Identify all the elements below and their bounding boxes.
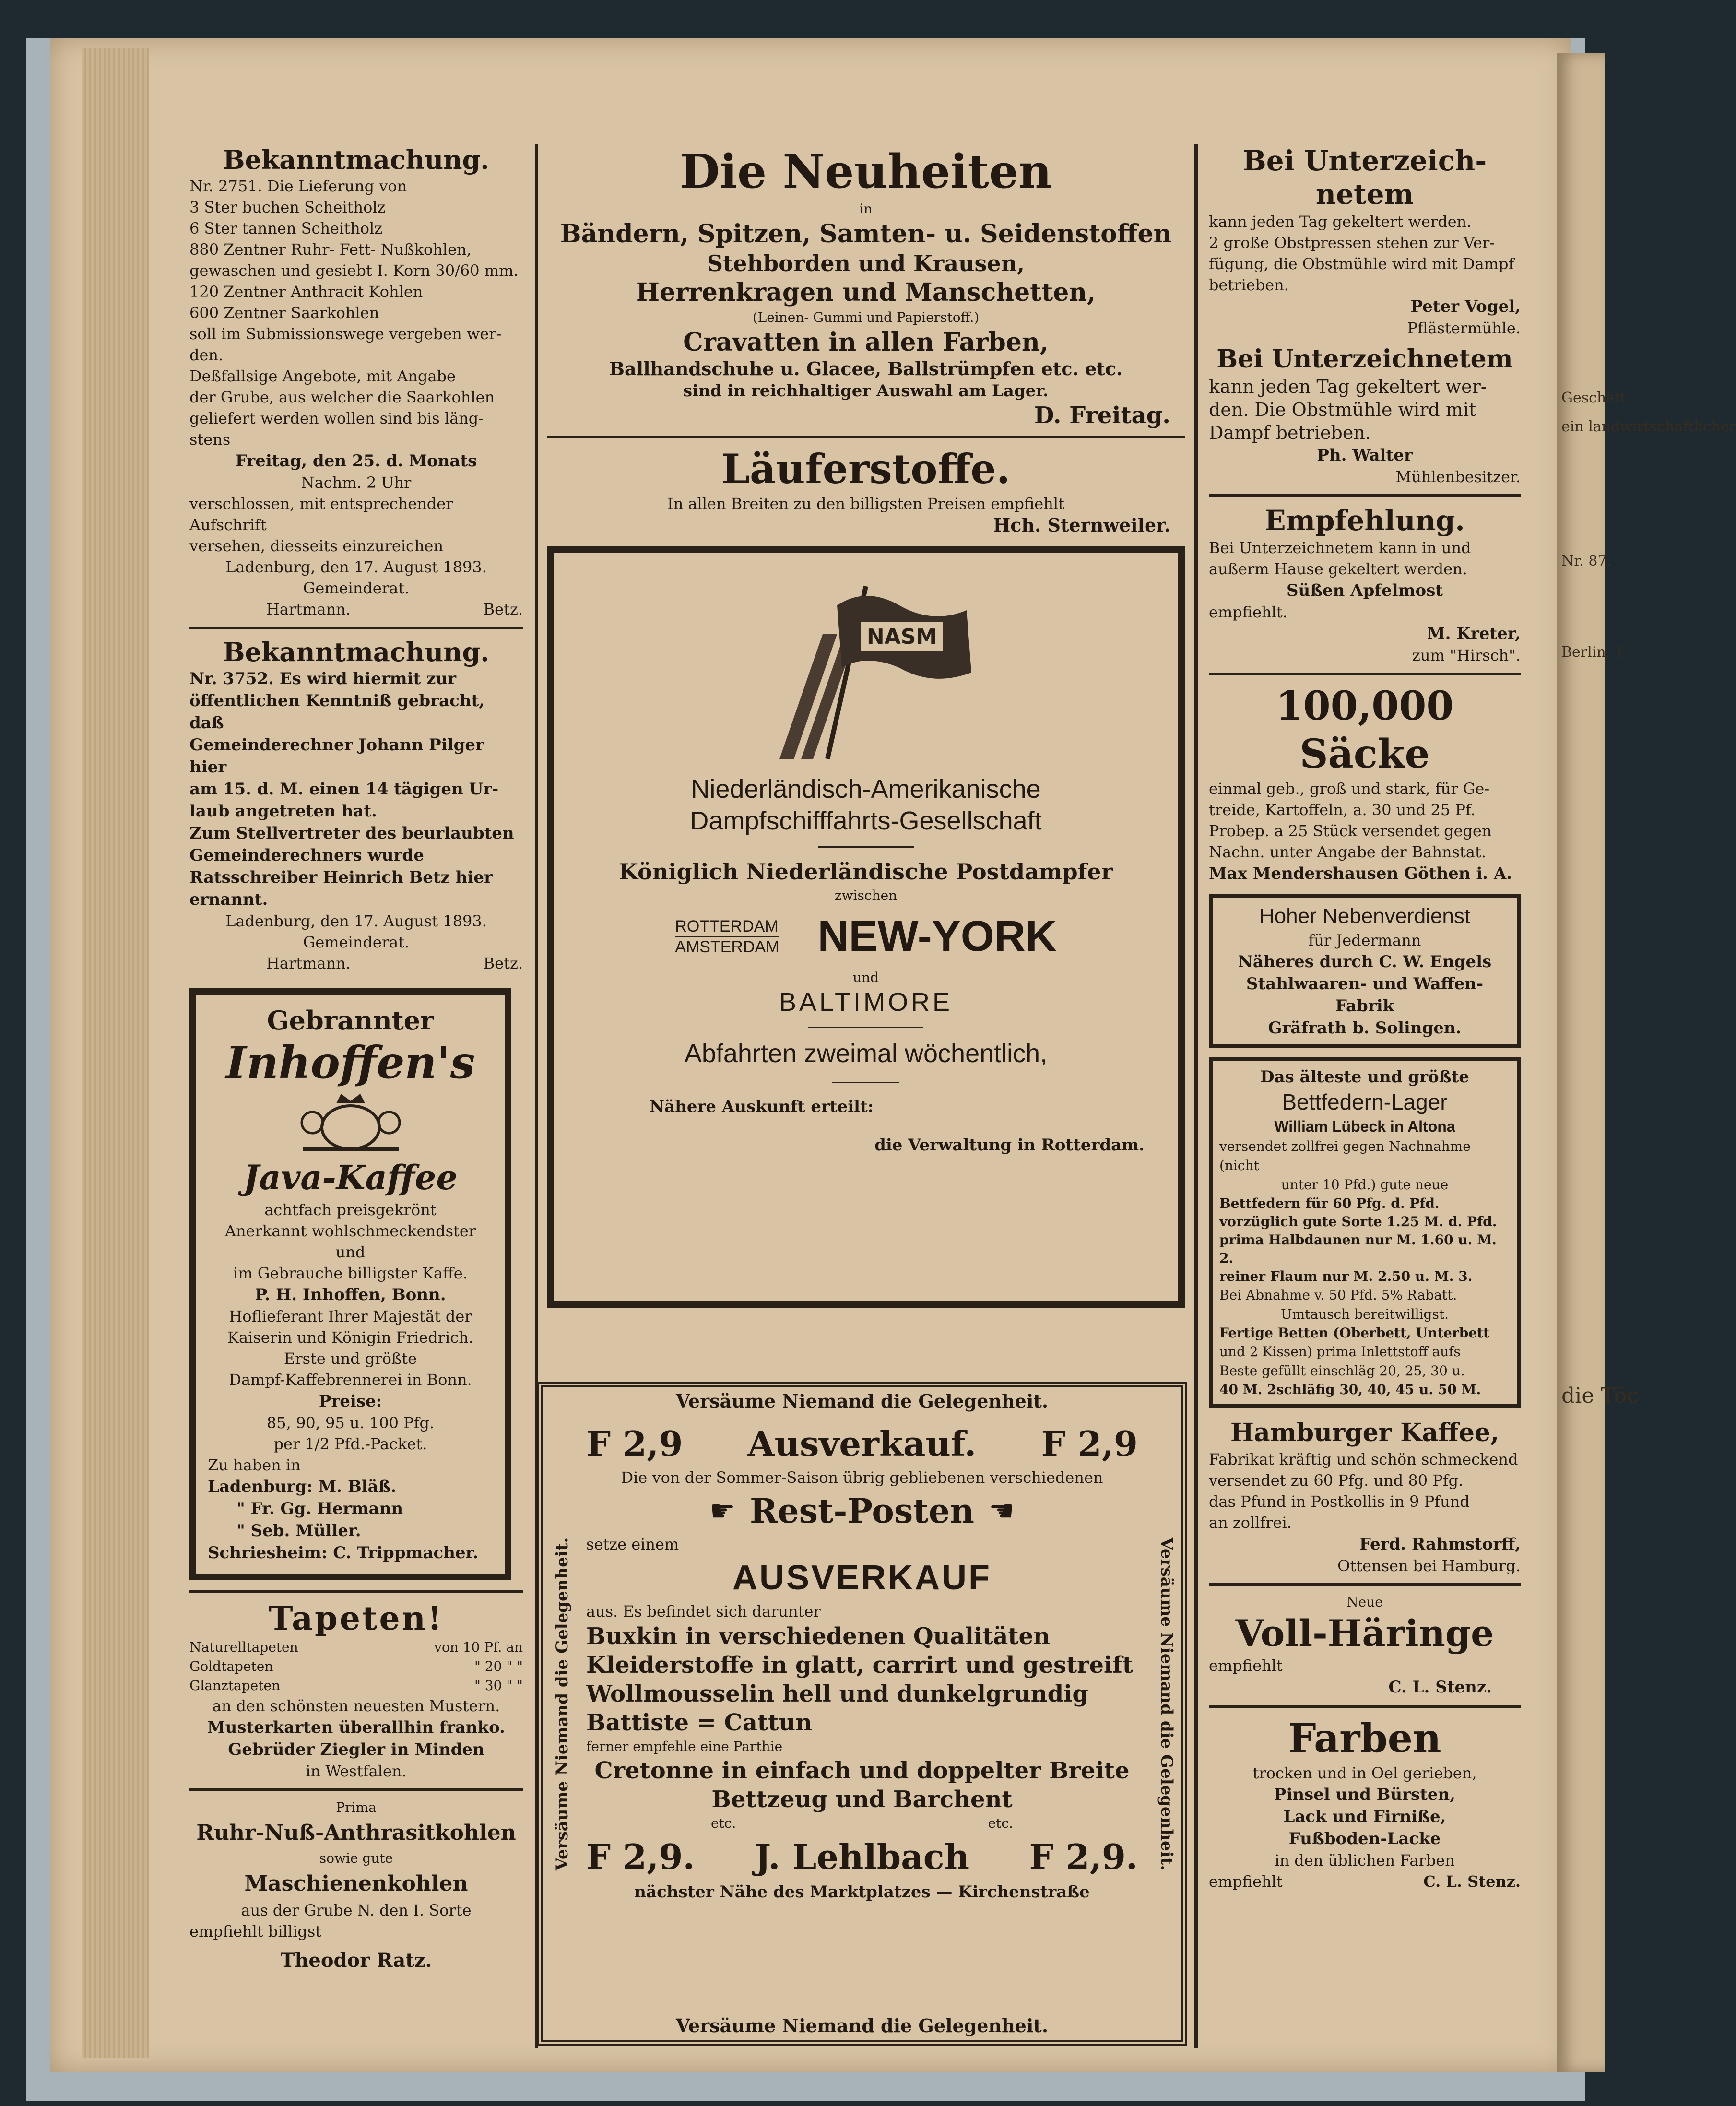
ad-line: Beste gefüllt einschläg 20, 25, 30 u. xyxy=(1219,1363,1465,1379)
ad-signature: M. Kreter, xyxy=(1427,624,1521,643)
ad-line: an zollfrei. xyxy=(1209,1514,1292,1532)
ad-line: Das älteste und größte xyxy=(1260,1067,1469,1087)
ad-signature: Peter Vogel, xyxy=(1410,297,1521,316)
item: Kleiderstoffe in glatt, carrirt und gestreift xyxy=(586,1652,1134,1679)
ad-line: 2 große Obstpressen stehen zur Ver- xyxy=(1209,234,1495,252)
ship-line: die Verwaltung in Rotterdam. xyxy=(874,1136,1145,1155)
tapeten-line: Musterkarten überallhin franko. xyxy=(207,1718,505,1737)
ad-farben xyxy=(1209,1715,1521,1892)
tapeten-title: Tapeten! xyxy=(269,1599,444,1638)
divider xyxy=(189,627,523,629)
price-value: von 10 Pf. an xyxy=(434,1639,523,1655)
ship-line: und xyxy=(853,970,879,985)
ad-line: Neue xyxy=(1346,1594,1383,1610)
coffee-line: Zu haben in xyxy=(208,1456,301,1474)
ad-line: empfiehlt xyxy=(1209,1872,1283,1891)
notice-line: 6 Ster tannen Scheitholz xyxy=(189,219,383,237)
column-1 xyxy=(189,144,523,1976)
edge-fragment: Berlin, 1 xyxy=(1561,644,1624,661)
coffee-line: Kaiserin und Königin Friedrich. xyxy=(227,1328,473,1347)
notice-line: 880 Zentner Ruhr- Fett- Nußkohlen, xyxy=(189,240,472,259)
item: Wollmousselin hell und dunkelgrundig xyxy=(586,1680,1088,1707)
ad-signature: Pflästermühle. xyxy=(1407,319,1521,337)
price-value: " 20 " " xyxy=(474,1658,523,1674)
notice-line: laub angetreten hat. xyxy=(189,802,377,821)
notice-line: soll im Submissionswege vergeben wer- xyxy=(189,325,502,343)
coffee-line: im Gebrauche billigster Kaffe. xyxy=(233,1264,468,1282)
ad-line: Bettfedern für 60 Pfg. d. Pfd. xyxy=(1219,1195,1440,1211)
coffee-line: Schriesheim: C. Trippmacher. xyxy=(208,1543,479,1562)
notice-line: Gemeinderat. xyxy=(303,933,410,951)
coffee-preline: Gebrannter xyxy=(267,1005,434,1036)
ad-title: Empfehlung. xyxy=(1264,504,1465,537)
notice-line: versehen, diesseits einzureichen xyxy=(189,537,444,555)
ship-line: zwischen xyxy=(834,887,898,903)
notice-line: Gemeinderechners wurde xyxy=(189,846,424,865)
tapeten-line: an den schönsten neuesten Mustern. xyxy=(212,1697,500,1715)
laeufer-signature: Hch. Sternweiler. xyxy=(993,514,1170,536)
price-label: Goldtapeten xyxy=(189,1658,273,1674)
price-label: Naturelltapeten xyxy=(189,1639,298,1655)
divider xyxy=(547,436,1185,438)
ad-line: prima Halbdaunen nur M. 1.60 u. M. 2. xyxy=(1219,1232,1497,1266)
notice-line: Nr. 2751. Die Lieferung von xyxy=(189,177,407,195)
ad-line: Umtausch bereitwilligst. xyxy=(1281,1306,1449,1322)
ausverkauf-ad xyxy=(537,1382,1187,2046)
price-tag: F 2,9 xyxy=(1041,1423,1138,1464)
ad-line: vorzüglich gute Sorte 1.25 M. d. Pfd. xyxy=(1219,1214,1497,1230)
ad-title: Bettfedern-Lager xyxy=(1282,1089,1448,1114)
notice-title: Bekanntmachung. xyxy=(223,144,490,175)
ad-line: fügung, die Obstmühle wird mit Dampf xyxy=(1209,255,1514,273)
royal-crest-icon xyxy=(293,1089,408,1156)
notice-line: 600 Zentner Saarkohlen xyxy=(189,304,379,322)
ad-line: Probep. a 25 Stück versendet gegen xyxy=(1209,822,1492,840)
coffee-line: " Seb. Müller. xyxy=(236,1521,361,1540)
ad-line: Bei Unterzeichnetem kann in und xyxy=(1209,539,1471,557)
notice-line: Deßfallsige Angebote, mit Angabe xyxy=(189,367,456,385)
kohlen-line: Ruhr-Nuß-Anthrasitkohlen xyxy=(196,1821,516,1845)
notice-line: Zum Stellvertreter des beurlaubten xyxy=(189,824,514,843)
ad-line: Pinsel und Bürsten, xyxy=(1274,1785,1456,1804)
divider xyxy=(1209,1705,1521,1708)
ad-line: Näheres durch C. W. Engels xyxy=(1238,952,1492,971)
ad-line: Fertige Betten (Oberbett, Unterbett xyxy=(1219,1325,1489,1341)
pointing-hand-left-icon: ☚ xyxy=(989,1494,1015,1528)
item: Buxkin in verschiedenen Qualitäten xyxy=(586,1623,1050,1650)
neuheiten-line: Stehborden und Krausen, xyxy=(707,250,1025,276)
ad-line: das Pfund in Postkollis in 9 Pfund xyxy=(1209,1492,1470,1511)
signature: Betz. xyxy=(483,954,523,972)
ad-line: unter 10 Pfd.) gute neue xyxy=(1281,1177,1449,1193)
ship-port: ROTTERDAM xyxy=(675,917,779,937)
signature: Betz. xyxy=(483,600,523,618)
ad-signature: Ottensen bei Hamburg. xyxy=(1337,1557,1521,1575)
coffee-line: 85, 90, 95 u. 100 Pfg. xyxy=(266,1414,435,1432)
price-tag: F 2,9. xyxy=(1029,1836,1138,1877)
neuheiten-ad xyxy=(547,144,1185,429)
ad-line: einmal geb., groß und stark, für Ge- xyxy=(1209,780,1490,798)
column-2 xyxy=(547,144,1185,1308)
notice-line: 120 Zentner Anthracit Kohlen xyxy=(189,283,423,301)
ship-port: AMSTERDAM xyxy=(675,938,779,956)
ad-vogel xyxy=(1209,144,1521,339)
page-edge-stack xyxy=(82,48,149,2058)
ad-line: reiner Flaum nur M. 2.50 u. M. 3. xyxy=(1219,1268,1473,1284)
coffee-line: per 1/2 Pfd.-Packet. xyxy=(273,1435,427,1453)
item: Battiste = Cattun xyxy=(586,1709,813,1736)
ad-title: Bei Unterzeich-netem xyxy=(1242,144,1487,211)
ad-title: Voll-Häringe xyxy=(1235,1612,1494,1655)
border-slogan-right: Versäume Niemand die Gelegenheit. xyxy=(1157,1537,1176,1871)
ship-destination: BALTIMORE xyxy=(779,988,953,1017)
kohlen-line: empfiehlt billigst xyxy=(189,1922,322,1940)
steamship-ad xyxy=(547,546,1185,1308)
ad-line: den. Die Obstmühle wird mit xyxy=(1209,399,1476,420)
item: Cretonne in einfach und doppelter Breite xyxy=(594,1757,1130,1784)
notice-2 xyxy=(189,636,523,974)
column-rule xyxy=(1194,144,1198,2048)
ship-line: Abfahrten zweimal wöchentlich, xyxy=(684,1039,1048,1068)
border-slogan-left: Versäume Niemand die Gelegenheit. xyxy=(553,1537,572,1871)
ad-signature: Ph. Walter xyxy=(1317,446,1413,465)
coffee-line: P. H. Inhoffen, Bonn. xyxy=(255,1285,446,1304)
notice-line: ernannt. xyxy=(189,890,268,909)
signature: Hartmann. xyxy=(266,600,351,618)
ship-line: Dampfschifffahrts-Gesellschaft xyxy=(690,806,1042,835)
neuheiten-line: sind in reichhaltiger Auswahl am Lager. xyxy=(683,381,1049,401)
adjacent-page-edge xyxy=(1557,53,1736,2072)
ad-line: Fabrikat kräftig und schön schmeckend xyxy=(1209,1450,1518,1468)
kohlen-line: Maschienenkohlen xyxy=(244,1871,468,1896)
ad-line: treide, Kartoffeln, a. 30 und 25 Pf. xyxy=(1209,801,1476,819)
notice-line: Nr. 3752. Es wird hiermit zur xyxy=(189,669,457,688)
ausverkauf-banner: AUSVERKAUF xyxy=(732,1559,992,1597)
ad-line: kann jeden Tag gekeltert werden. xyxy=(1209,213,1472,231)
notice-line: Ladenburg, den 17. August 1893. xyxy=(225,912,487,930)
ad-line: Süßen Apfelmost xyxy=(1286,581,1443,600)
notice-line: Gemeinderechner Johann Pilger hier xyxy=(189,735,484,777)
ad-line: Max Mendershausen Göthen i. A. xyxy=(1209,864,1512,883)
coffee-ad xyxy=(189,988,511,1580)
ausverkauf-line: nächster Nähe des Marktplatzes — Kirchenstraße xyxy=(634,1882,1090,1902)
laeufer-line: In allen Breiten zu den billigsten Preisen empfiehlt xyxy=(667,495,1064,513)
notice-line: gewaschen und gesiebt I. Korn 30/60 mm. xyxy=(189,261,519,280)
notice-line: Freitag, den 25. d. Monats xyxy=(235,451,477,471)
ausverkauf-line: setze einem xyxy=(586,1535,679,1553)
ad-line: versendet zollfrei gegen Nachnahme (nicht xyxy=(1219,1138,1471,1173)
ad-line: für Jedermann xyxy=(1308,931,1421,949)
notice-line: den. xyxy=(189,346,224,364)
notice-line: 3 Ster buchen Scheitholz xyxy=(189,198,386,216)
kohlen-signature: Theodor Ratz. xyxy=(280,1949,432,1972)
ausverkauf-title: Ausverkauf. xyxy=(747,1423,977,1464)
ship-line: Niederländisch-Amerikanische xyxy=(691,775,1041,804)
divider xyxy=(818,846,914,848)
edge-fragment: Nr. 87. xyxy=(1561,553,1612,569)
ship-destination: NEW-YORK xyxy=(817,912,1057,960)
price-tag: F 2,9. xyxy=(586,1836,695,1877)
signature: Hartmann. xyxy=(266,954,351,972)
ausverkauf-line: Die von der Sommer-Saison übrig gebliebenen verschiedenen xyxy=(621,1468,1103,1487)
neuheiten-title: Die Neuheiten xyxy=(680,144,1052,199)
notice-line: der Grube, aus welcher die Saarkohlen xyxy=(189,388,495,406)
ad-title: Farben xyxy=(1288,1716,1441,1762)
edge-fragment: die Töc xyxy=(1561,1384,1639,1408)
divider xyxy=(189,1590,523,1593)
divider xyxy=(1209,673,1521,675)
ad-title: 100,000 Säcke xyxy=(1275,683,1454,777)
laeufer-ad xyxy=(547,445,1185,536)
ad-kreter xyxy=(1209,504,1521,666)
flag-text: NASM xyxy=(866,625,937,649)
notice-line: Nachm. 2 Uhr xyxy=(301,473,412,492)
tapeten-line: in Westfalen. xyxy=(306,1762,407,1780)
coffee-brand: Inhoffen's xyxy=(225,1037,475,1088)
ausverkauf-line: aus. Es befindet sich darunter xyxy=(586,1602,821,1621)
coffee-line: Erste und größte xyxy=(283,1349,417,1368)
ad-line: Lack und Firniße, xyxy=(1283,1807,1446,1826)
ad-bettfedern xyxy=(1209,1057,1521,1408)
neuheiten-line: Herrenkragen und Manschetten, xyxy=(636,278,1096,307)
divider xyxy=(1209,1583,1521,1586)
notice-line: verschlossen, mit entsprechender Aufschrift xyxy=(189,495,453,534)
ad-haeringe xyxy=(1209,1593,1521,1698)
neuheiten-line: Bändern, Spitzen, Samten- u. Seidenstoffen xyxy=(560,219,1172,248)
ad-line: Gräfrath b. Solingen. xyxy=(1268,1018,1462,1038)
notice-line: Gemeinderat. xyxy=(303,579,410,597)
ad-title: Hamburger Kaffee, xyxy=(1230,1418,1500,1447)
ad-line: betrieben. xyxy=(1209,276,1289,294)
ad-engels xyxy=(1209,894,1521,1048)
etc: etc. xyxy=(988,1815,1013,1831)
neuheiten-line: in xyxy=(859,201,873,217)
pointing-hand-right-icon: ☛ xyxy=(709,1494,735,1528)
ad-signature: C. L. Stenz. xyxy=(1388,1678,1492,1697)
ad-hamburger-kaffee xyxy=(1209,1417,1521,1576)
notice-title: Bekanntmachung. xyxy=(223,637,490,667)
etc: etc. xyxy=(711,1815,736,1831)
border-slogan-top: Versäume Niemand die Gelegenheit. xyxy=(675,1390,1049,1412)
divider xyxy=(1209,494,1521,497)
price-tag: F 2,9 xyxy=(586,1423,683,1464)
neuheiten-line: Cravatten in allen Farben, xyxy=(683,328,1049,357)
kohlen-line: aus der Grube N. den I. Sorte xyxy=(241,1901,472,1919)
coffee-product: Java-Kaffee xyxy=(243,1158,458,1197)
coffee-line: achtfach preisgekrönt xyxy=(264,1201,437,1219)
ad-line: empfiehlt. xyxy=(1209,603,1287,621)
notice-line: öffentlichen Kenntniß gebracht, daß xyxy=(189,691,485,733)
ad-line: Bei Abnahme v. 50 Pfd. 5% Rabatt. xyxy=(1219,1287,1457,1303)
ad-signature: Mühlenbesitzer. xyxy=(1395,468,1521,486)
kohlen-line: sowie gute xyxy=(319,1850,393,1866)
ad-line: in den üblichen Farben xyxy=(1275,1851,1455,1869)
divider xyxy=(189,1788,523,1791)
price-label: Glanztapeten xyxy=(189,1678,281,1693)
coffee-line: Dampf-Kaffebrennerei in Bonn. xyxy=(229,1371,472,1389)
ad-line: und 2 Kissen) prima Inlettstoff aufs xyxy=(1219,1344,1461,1360)
notice-1 xyxy=(189,144,523,620)
ad-line: Nachn. unter Angabe der Bahnstat. xyxy=(1209,843,1487,861)
notice-line: geliefert werden wollen sind bis läng- xyxy=(189,409,484,427)
divider xyxy=(832,1082,899,1083)
ad-line: 40 M. 2schläfig 30, 40, 45 u. 50 M. xyxy=(1219,1382,1481,1397)
notice-line: stens xyxy=(189,430,231,449)
edge-fragment: Geschäft xyxy=(1561,390,1626,406)
ad-line: Dampf betrieben. xyxy=(1209,422,1371,443)
ad-line: Stahlwaaren- und Waffen-Fabrik xyxy=(1246,974,1484,1016)
ship-line: Königlich Niederländische Postdampfer xyxy=(619,859,1113,885)
ad-line: Fußboden-Lacke xyxy=(1288,1829,1441,1848)
edge-fragment: ein landwirtschaftlicher xyxy=(1561,418,1736,435)
notice-line: Ladenburg, den 17. August 1893. xyxy=(225,558,487,576)
ad-title: Hoher Nebenverdienst xyxy=(1259,904,1471,928)
border-slogan-bottom: Versäume Niemand die Gelegenheit. xyxy=(675,2015,1049,2036)
ad-signature: Ferd. Rahmstorff, xyxy=(1359,1535,1521,1554)
tapeten-ad xyxy=(189,1599,523,1782)
column-3 xyxy=(1209,144,1521,1897)
coffee-line: " Fr. Gg. Hermann xyxy=(236,1499,403,1518)
tapeten-line: Gebrüder Ziegler in Minden xyxy=(228,1740,484,1759)
ad-line: empfiehlt xyxy=(1209,1656,1283,1675)
ship-line: Nähere Auskunft erteilt: xyxy=(650,1097,874,1116)
neuheiten-line: (Leinen- Gummi und Papierstoff.) xyxy=(752,309,980,325)
ad-line: versendet zu 60 Pfg. und 80 Pfg. xyxy=(1209,1471,1464,1490)
ad-line: außerm Hause gekeltert werden. xyxy=(1209,560,1467,578)
ausverkauf-line: ferner empfehle eine Parthie xyxy=(586,1739,783,1754)
coffee-line: Preise: xyxy=(319,1392,382,1411)
ad-line: kann jeden Tag gekeltert wer- xyxy=(1209,376,1487,397)
merchant-name: J. Lehlbach xyxy=(755,1836,969,1877)
coffee-line: Ladenburg: M. Bläß. xyxy=(208,1477,397,1496)
kohlen-line: Prima xyxy=(336,1799,377,1815)
neuheiten-line: Ballhandschuhe u. Glacee, Ballstrümpfen etc. etc. xyxy=(609,358,1123,379)
ad-line: trocken und in Oel gerieben, xyxy=(1252,1764,1477,1782)
neuheiten-signature: D. Freitag. xyxy=(1034,402,1170,429)
ad-signature: C. L. Stenz. xyxy=(1423,1872,1521,1891)
notice-line: am 15. d. M. einen 14 tägigen Ur- xyxy=(189,780,499,799)
price-value: " 30 " " xyxy=(474,1678,523,1693)
ad-signature: zum "Hirsch". xyxy=(1412,646,1521,664)
kohlen-ad xyxy=(189,1798,523,1972)
notice-line: Ratsschreiber Heinrich Betz hier xyxy=(189,868,493,887)
ad-walter xyxy=(1209,343,1521,487)
ad-title: Bei Unterzeichnetem xyxy=(1216,344,1513,374)
ad-line: William Lübeck in Altona xyxy=(1274,1118,1455,1135)
item: Bettzeug und Barchent xyxy=(711,1786,1013,1813)
ship-flag-icon xyxy=(741,577,991,759)
coffee-line: Anerkannt wohlschmeckendster und xyxy=(224,1222,476,1261)
rest-posten: Rest-Posten xyxy=(749,1491,975,1531)
coffee-line: Hoflieferant Ihrer Majestät der xyxy=(229,1307,472,1325)
laeufer-title: Läuferstoffe. xyxy=(721,445,1011,493)
divider xyxy=(808,1027,923,1028)
ad-saecke xyxy=(1209,682,1521,885)
